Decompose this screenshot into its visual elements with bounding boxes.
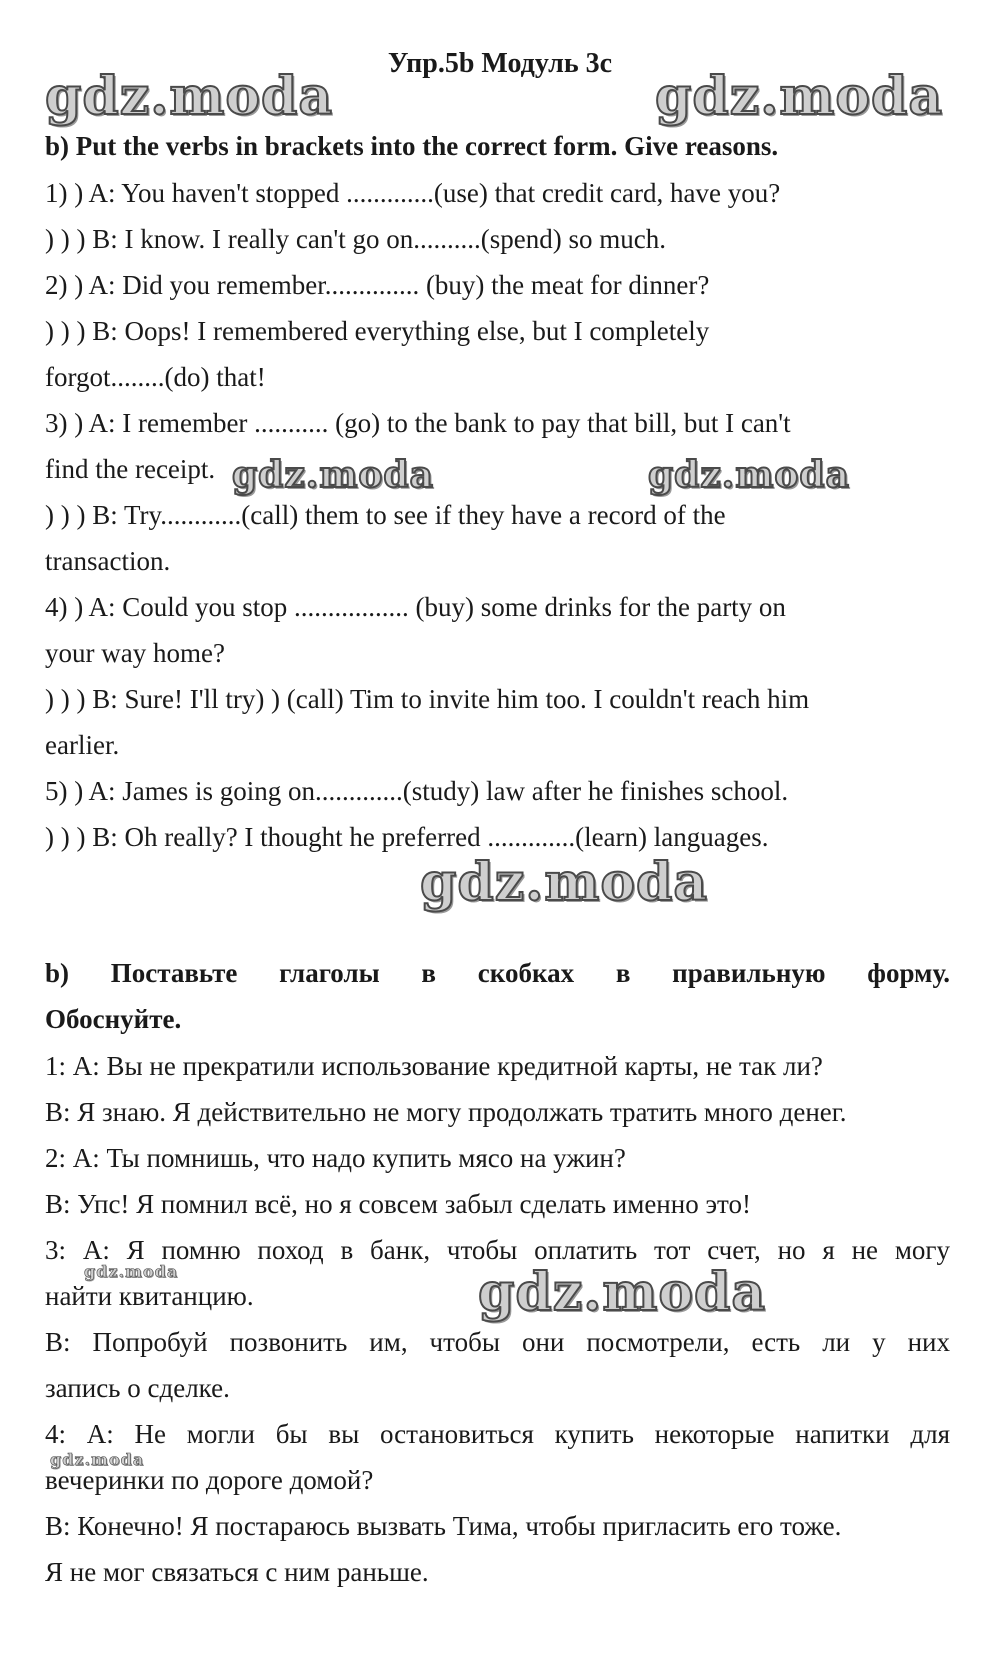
watermark: gdz.moda <box>50 1450 145 1469</box>
watermark: gdz.moda <box>648 454 850 496</box>
text-line: ) ) ) B: Sure! I'll try) ) (call) Tim to invite him too. I couldn't reach him <box>45 684 810 714</box>
watermark: gdz.moda <box>420 852 709 913</box>
text-line: ) ) ) B: Oops! I remembered everything else, but I completely <box>45 316 710 346</box>
russian-heading <box>45 950 950 1042</box>
watermark: gdz.moda <box>478 1262 767 1323</box>
text-line: запись о сделке. <box>45 1373 230 1403</box>
text-line: 3: А: Я помню поход в банк, чтобы оплатить тот счет, но я не могу <box>45 1235 950 1265</box>
text-line: forgot........(do) that! <box>45 362 266 392</box>
watermark: gdz.moda <box>232 454 434 496</box>
text-line: В: Конечно! Я постараюсь вызвать Тима, чтобы пригласить его тоже. <box>45 1511 842 1541</box>
text-line: 4) ) A: Could you stop ................. (buy) some drinks for the party on <box>45 592 786 622</box>
text-line: 4: А: Не могли бы вы остановиться купить некоторые напитки для <box>45 1419 950 1449</box>
text-line: В: Упс! Я помнил всё, но я совсем забыл сделать именно это! <box>45 1189 751 1219</box>
text-line: В: Я знаю. Я действительно не могу продолжать тратить много денег. <box>45 1097 847 1127</box>
text-line: ) ) ) B: I know. I really can't go on..........(spend) so much. <box>45 224 666 254</box>
text-line: ) ) ) B: Oh really? I thought he preferred .............(learn) languages. <box>45 822 769 852</box>
text-line: transaction. <box>45 546 171 576</box>
watermark: gdz.moda <box>45 66 334 127</box>
text-line: 2) ) A: Did you remember.............. (buy) the meat for dinner? <box>45 270 710 300</box>
watermark: gdz.moda <box>84 1262 179 1281</box>
text-line: earlier. <box>45 730 120 760</box>
text-line: 1) ) A: You haven't stopped .............(use) that credit card, have you? <box>45 178 781 208</box>
text-line: 1: А: Вы не прекратили использование кредитной карты, не так ли? <box>45 1051 823 1081</box>
text-line: В: Попробуй позвонить им, чтобы они посмотрели, есть ли у них <box>45 1327 950 1357</box>
english-heading: b) Put the verbs in brackets into the correct form. Give reasons. <box>45 131 779 161</box>
text-line: вечеринки по дороге домой? <box>45 1465 374 1495</box>
text-line: ) ) ) B: Try............(call) them to see if they have a record of the <box>45 500 726 530</box>
russian-heading-line: Обоснуйте. <box>45 1004 182 1034</box>
page-title: Упр.5b Модуль 3с <box>387 48 613 79</box>
text-line: your way home? <box>45 638 225 668</box>
text-line: Я не мог связаться с ним раньше. <box>45 1557 429 1587</box>
text-line: 5) ) A: James is going on.............(study) law after he finishes school. <box>45 776 789 806</box>
text-line: find the receipt. <box>45 454 216 484</box>
russian-heading-line: b) Поставьте глаголы в скобках в правильную форму. <box>45 958 950 988</box>
watermark: gdz.moda <box>655 66 944 127</box>
text-line: 3) ) A: I remember ........... (go) to the bank to pay that bill, but I can't <box>45 408 791 438</box>
text-line: найти квитанцию. <box>45 1281 254 1311</box>
text-line: 2: А: Ты помнишь, что надо купить мясо на ужин? <box>45 1143 626 1173</box>
